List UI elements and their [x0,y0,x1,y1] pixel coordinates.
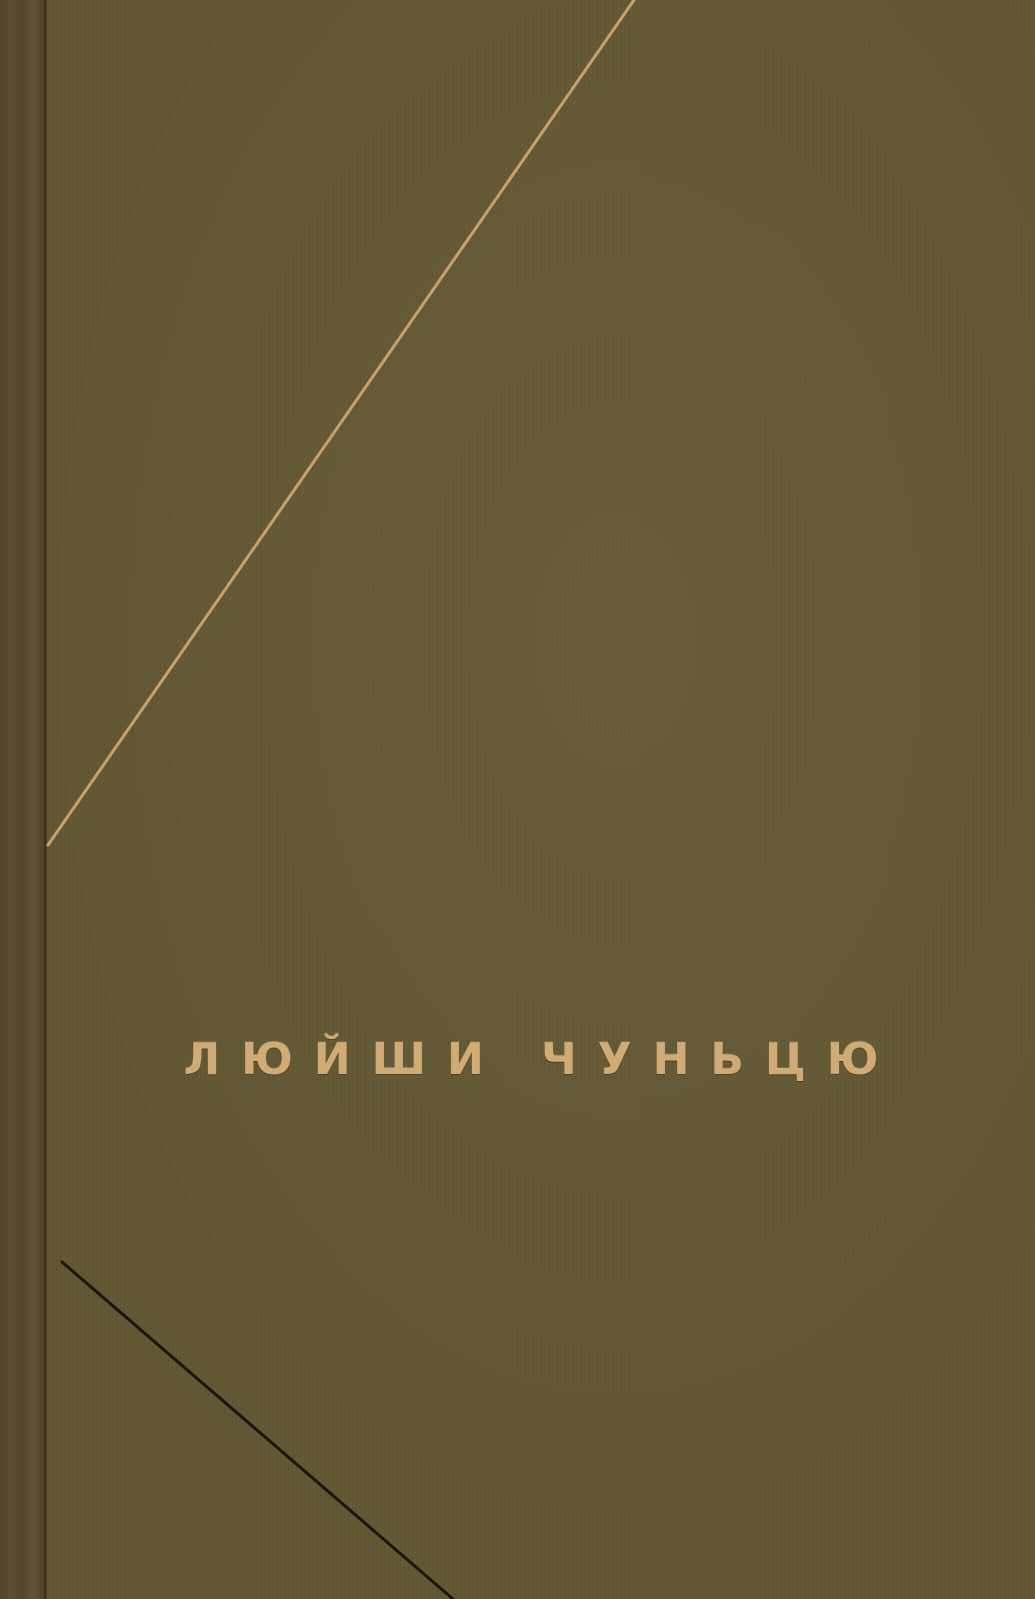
book-title: ЛЮЙШИ ЧУНЬЦЮ [183,1034,900,1085]
gold-diagonal-line [48,0,634,845]
black-diagonal-line [62,1262,453,1599]
